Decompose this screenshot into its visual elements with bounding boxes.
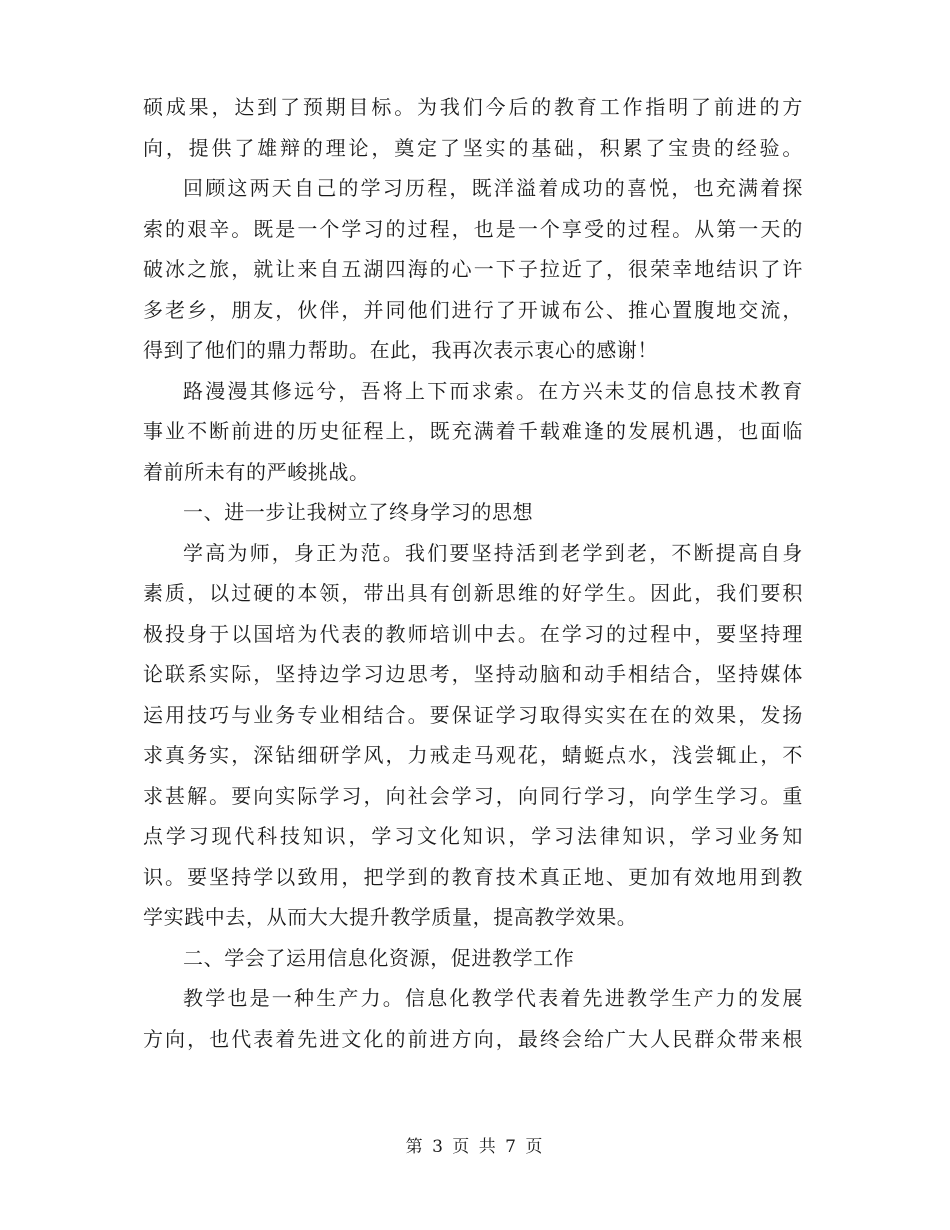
text-line: 事业不断前进的历史征程上，既充满着千载难逢的发展机遇，也面临 bbox=[143, 419, 803, 443]
text-line: 索的艰辛。既是一个学习的过程，也是一个享受的过程。从第一天的 bbox=[143, 216, 803, 241]
text-line: 极投身于以国培为代表的教师培训中去。在学习的过程中，要坚持理 bbox=[143, 621, 803, 646]
section-heading: 一、进一步让我树立了终身学习的思想 bbox=[183, 500, 534, 524]
text-line: 识。要坚持学以致用，把学到的教育技术真正地、更加有效地用到教 bbox=[143, 864, 803, 889]
text-line: 破冰之旅，就让来自五湖四海的心一下子拉近了，很荣幸地结识了许 bbox=[143, 257, 803, 281]
text-line: 求甚解。要向实际学习，向社会学习，向同行学习，向学生学习。重 bbox=[143, 783, 803, 808]
paragraph-first-line: 回顾这两天自己的学习历程，既洋溢着成功的喜悦，也充满着探 bbox=[183, 176, 803, 200]
text-line: 运用技巧与业务专业相结合。要保证学习取得实实在在的效果，发扬 bbox=[143, 702, 803, 727]
text-line: 着前所未有的严峻挑战。 bbox=[143, 459, 370, 484]
text-line: 点学习现代科技知识，学习文化知识，学习法律知识，学习业务知 bbox=[143, 824, 803, 848]
text-line: 方向，也代表着先进文化的前进方向，最终会给广大人民群众带来根 bbox=[143, 1026, 803, 1051]
paragraph-first-line: 路漫漫其修远兮，吾将上下而求索。在方兴未艾的信息技术教育 bbox=[183, 378, 803, 403]
text-line: 论联系实际，坚持边学习边思考，坚持动脑和动手相结合，坚持媒体 bbox=[143, 662, 803, 686]
section-heading: 二、学会了运用信息化资源，促进教学工作 bbox=[183, 945, 575, 970]
text-line: 多老乡，朋友，伙伴，并同他们进行了开诚布公、推心置腹地交流， bbox=[143, 297, 803, 322]
text-line: 学实践中去，从而大大提升教学质量，提高教学效果。 bbox=[143, 905, 638, 929]
text-line: 得到了他们的鼎力帮助。在此，我再次表示衷心的感谢！ bbox=[143, 338, 658, 362]
text-line: 求真务实，深钻细研学风，力戒走马观花，蜻蜓点水，浅尝辄止，不 bbox=[143, 743, 803, 767]
text-line: 素质，以过硬的本领，带出具有创新思维的好学生。因此，我们要积 bbox=[143, 581, 803, 605]
document-body bbox=[143, 87, 803, 1059]
paragraph-first-line: 学高为师，身正为范。我们要坚持活到老学到老，不断提高自身 bbox=[183, 540, 803, 565]
page-number-footer: 第 3 页 共 7 页 bbox=[405, 1137, 545, 1157]
paragraph-first-line: 教学也是一种生产力。信息化教学代表着先进教学生产力的发展 bbox=[183, 986, 803, 1010]
text-line: 向，提供了雄辩的理论，奠定了坚实的基础，积累了宝贵的经验。 bbox=[143, 135, 803, 160]
text-line: 硕成果，达到了预期目标。为我们今后的教育工作指明了前进的方 bbox=[143, 95, 803, 119]
